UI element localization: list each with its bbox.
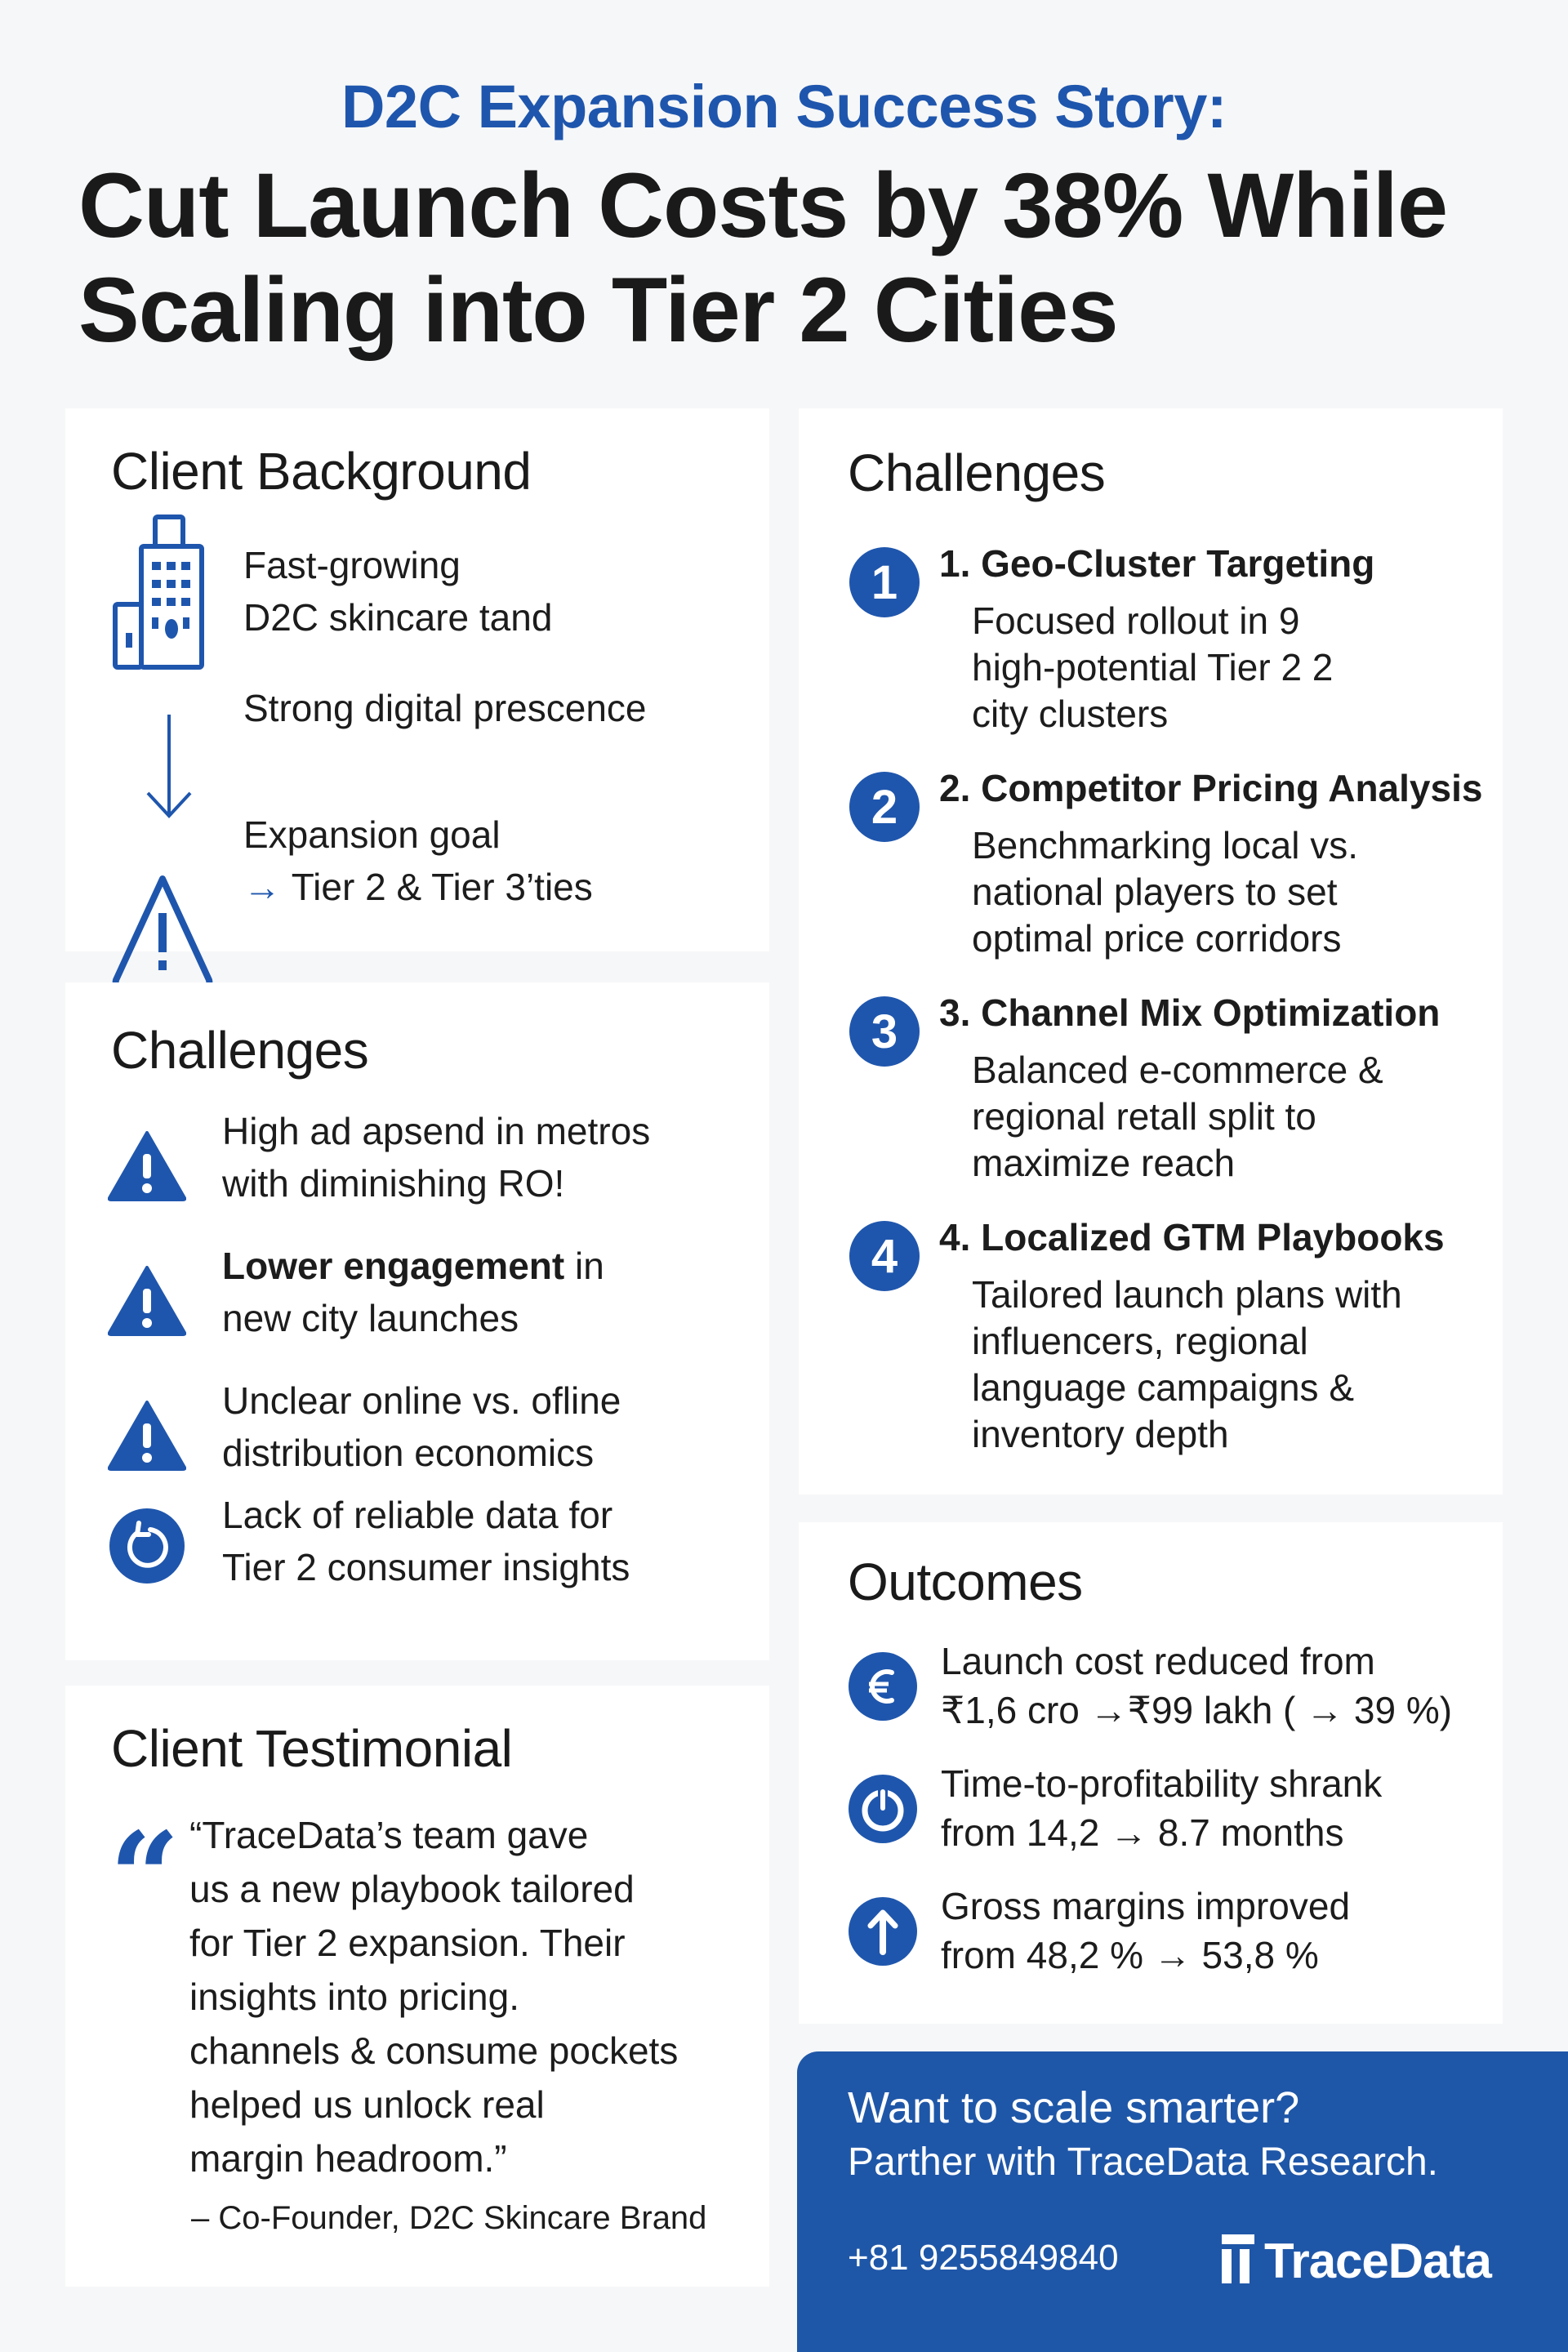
- page-title: [78, 154, 1516, 363]
- challenges-left-card: [65, 982, 769, 1660]
- outcome-item: Time-to-profitability shrank from 14,2 → 8.7 months: [848, 1759, 1382, 1857]
- step-number-badge: 4: [849, 1221, 920, 1291]
- testimonial-heading: Client Testimonial: [111, 1719, 513, 1778]
- arrow-right-icon: →: [243, 866, 281, 908]
- challenges-right-card: [799, 408, 1503, 1494]
- testimonial-quote: “TraceData’s team gave us a new playbook tailored for Tier 2 expansion. Their insights into pricing. channels & consume pockets helped us unlock real margin headroom.”: [189, 1814, 679, 2180]
- building-icon: [113, 514, 204, 670]
- outcomes-card: [799, 1522, 1503, 2024]
- outcomes-heading: Outcomes: [848, 1552, 1083, 1611]
- challenges-left-heading: Challenges: [111, 1021, 369, 1080]
- background-text-1: Fast-growing D2C skincare tand: [243, 544, 553, 639]
- outcome-item: Launch cost reduced from ₹1,6 cro →₹99 lakh ( → 39 %): [848, 1637, 1452, 1735]
- tracedata-logo-icon: [1222, 2234, 1254, 2287]
- cta-subline: Parther with TraceData Research.: [848, 2140, 1438, 2184]
- background-text-2: Strong digital prescence: [243, 687, 647, 729]
- step-title: 1. Geo-Cluster Targeting: [939, 542, 1375, 585]
- quote-icon: “: [109, 1806, 180, 1949]
- tracedata-logo: [1222, 2233, 1491, 2289]
- challenge-step: 1 1. Geo-Cluster Targeting Focused rollout in 9 high-potential Tier 2 2 city clusters: [849, 539, 1374, 737]
- challenge-item: Unclear online vs. ofline distribution economics: [108, 1374, 621, 1479]
- challenges-right-heading: Challenges: [848, 443, 1106, 502]
- title-line-2: Scaling into Tier 2 Cities: [78, 259, 1118, 361]
- step-number-badge: 2: [849, 772, 920, 842]
- challenge-step: 2 2. Competitor Pricing Analysis Benchmarking local vs. national players to set optimal price corridors: [849, 764, 1482, 962]
- tracedata-logo-text: TraceData: [1264, 2234, 1491, 2288]
- warning-icon: [108, 1266, 186, 1344]
- challenge-item: High ad apsend in metros with diminishing RO!: [108, 1105, 650, 1209]
- step-title: 4. Localized GTM Playbooks: [939, 1216, 1445, 1258]
- title-line-1: Cut Launch Costs by 38% While: [78, 154, 1448, 256]
- step-number-badge: 3: [849, 996, 920, 1067]
- step-number-badge: 1: [849, 547, 920, 617]
- challenge-item: Lack of reliable data for Tier 2 consumer insights: [108, 1489, 630, 1593]
- arrow-down-icon: [145, 715, 194, 825]
- challenge-step: 4 4. Localized GTM Playbooks Tailored launch plans with influencers, regional language campaigns & inventory depth: [849, 1213, 1445, 1458]
- cta-phone[interactable]: +81 9255849840: [848, 2238, 1119, 2278]
- power-icon: [848, 1774, 918, 1857]
- currency-icon: [848, 1651, 918, 1735]
- testimonial-card: [65, 1686, 769, 2287]
- challenge-item: Lower engagement in new city launches: [108, 1240, 604, 1344]
- outcome-item: Gross margins improved from 48,2 % → 53,8 %: [848, 1882, 1350, 1980]
- cta-banner[interactable]: [797, 2051, 1568, 2352]
- client-background-heading: Client Background: [111, 442, 532, 501]
- page-subtitle: D2C Expansion Success Story:: [341, 73, 1227, 140]
- warning-icon: [108, 1401, 186, 1479]
- warning-icon: [108, 1131, 186, 1209]
- step-title: 2. Competitor Pricing Analysis: [939, 767, 1483, 809]
- background-item: [113, 514, 204, 670]
- challenge-step: 3 3. Channel Mix Optimization Balanced e-commerce & regional retall split to maximize reach: [849, 988, 1440, 1187]
- step-title: 3. Channel Mix Optimization: [939, 991, 1441, 1034]
- refresh-icon: [108, 1507, 186, 1593]
- warning-outline-icon: [111, 874, 214, 996]
- cta-headline: Want to scale smarter?: [848, 2083, 1300, 2132]
- arrow-up-icon: [848, 1896, 918, 1980]
- client-background-card: [65, 408, 769, 951]
- background-text-3: Expansion goal → Tier 2 & Tier 3’ties: [243, 813, 593, 908]
- testimonial-attribution: – Co-Founder, D2C Skincare Brand: [191, 2200, 707, 2236]
